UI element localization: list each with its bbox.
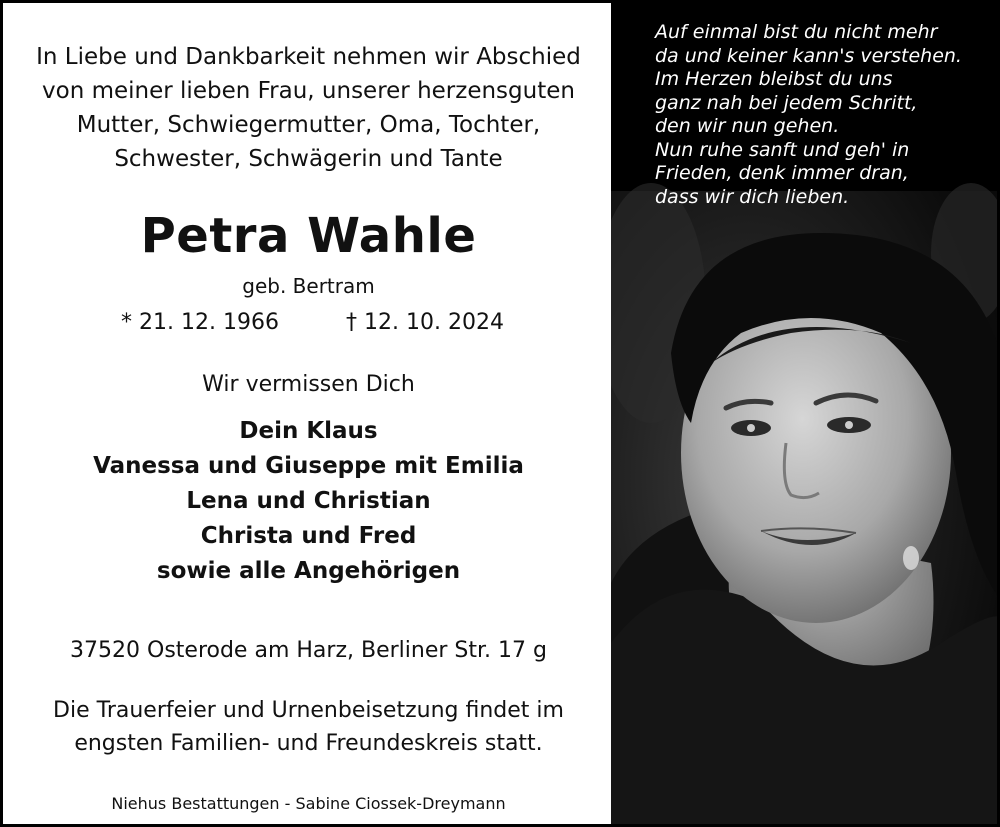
birth-name: geb. Bertram [242,274,375,298]
intro-line: Mutter, Schwiegermutter, Oma, Tochter, [76,112,541,138]
intro-line: Schwester, Schwägerin und Tante [114,146,503,172]
mourner: Dein Klaus [239,418,378,444]
poem-line: Im Herzen bleibst du uns [655,68,893,90]
poem-line: ganz nah bei jedem Schritt, [655,91,918,114]
poem-line: dass wir dich lieben. [655,185,850,208]
intro-line: von meiner lieben Frau, unserer herzensguten [42,78,575,104]
photo-panel [611,3,1000,827]
ceremony-info [6,694,611,760]
mourner: sowie alle Angehörigen [156,558,461,584]
poem [655,21,995,209]
mourner: Vanessa und Giuseppe mit Emilia [93,453,524,479]
mourner: Lena und Christian [186,488,431,514]
poem-line: da und keiner kann's verstehen. [655,44,962,67]
poem-line: Frieden, denk immer dran, [655,162,909,184]
deceased-name: Petra Wahle [140,208,477,264]
poem-line: Auf einmal bist du nicht mehr [655,21,938,43]
intro-text [6,40,611,176]
birth-date: * 21. 12. 1966 [121,310,279,335]
ceremony-line: Die Trauerfeier und Urnenbeisetzung findet im [53,698,564,723]
ceremony-line: engsten Familien- und Freundeskreis statt. [74,731,543,756]
poem-line: Nun ruhe sanft und geh' in [655,138,910,161]
funeral-home: Niehus Bestattungen - Sabine Ciossek-Dreymann [111,794,506,813]
intro-line: In Liebe und Dankbarkeit nehmen wir Abschied [36,44,581,70]
address: 37520 Osterode am Harz, Berliner Str. 17 g [70,638,547,663]
text-column [6,6,611,827]
mourners-list [6,414,611,589]
mourner: Christa und Fred [200,523,417,549]
miss-line: Wir vermissen Dich [202,372,415,397]
death-date: † 12. 10. 2024 [346,310,504,335]
poem-line: den wir nun gehen. [655,115,840,137]
